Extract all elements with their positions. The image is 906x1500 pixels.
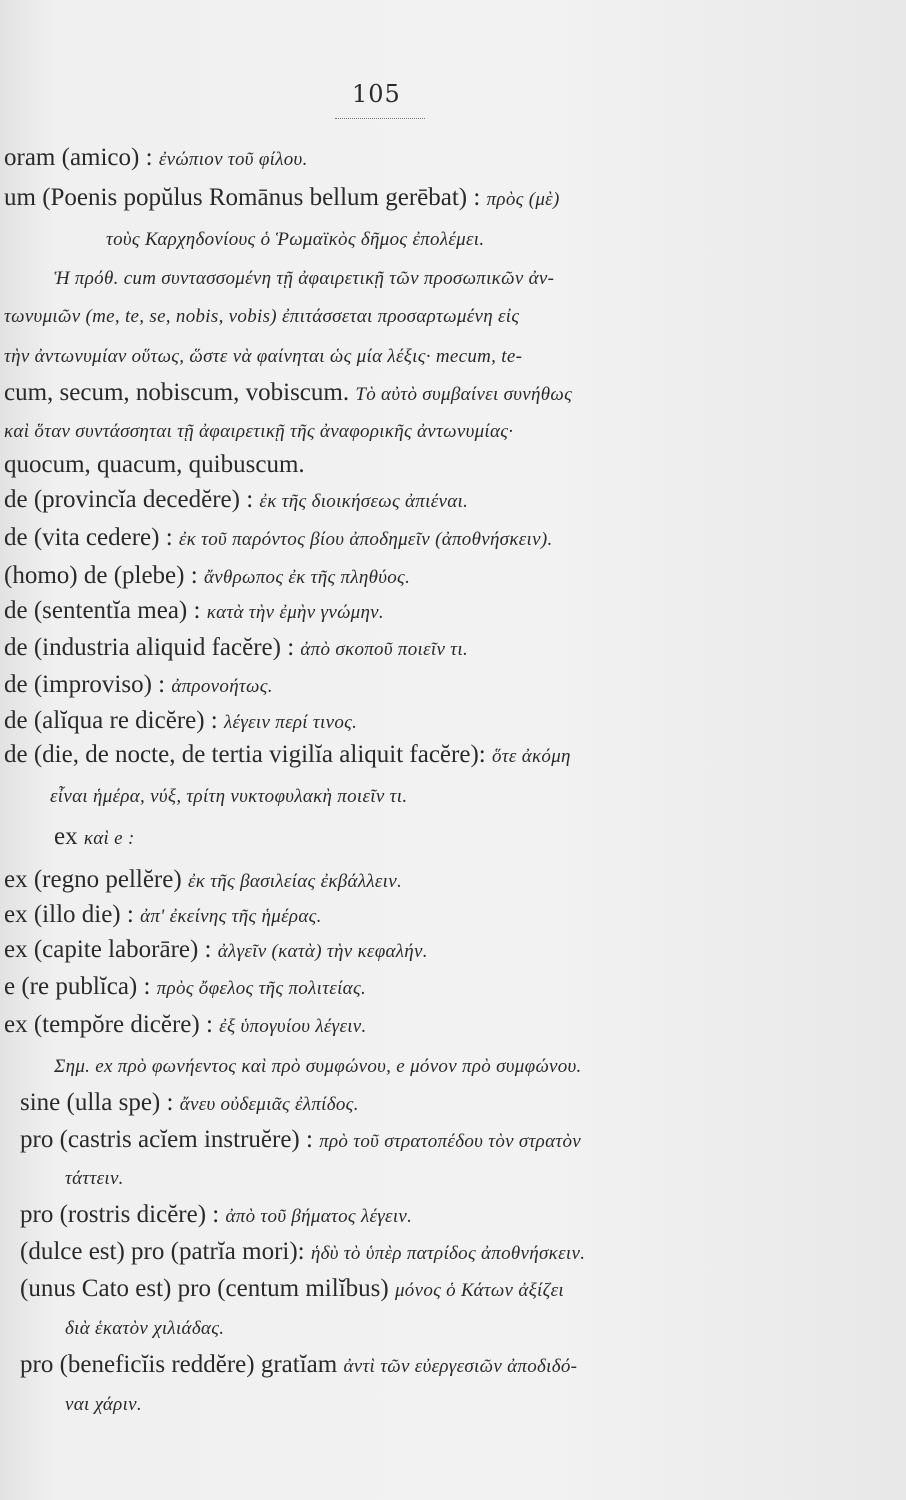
page-number: 105	[352, 80, 401, 108]
text-line: pro (beneficĭis reddĕre) gratĭam ἀντὶ τῶν εὐεργεσιῶν ἀποδιδό-	[20, 1351, 578, 1378]
text-line: pro (rostris dicĕre) : ἀπὸ τοῦ βήματος λέγειν.	[20, 1201, 413, 1228]
text-line: de (provincĭa decedĕre) : ἐκ τῆς διοικήσεως ἀπιέναι.	[4, 486, 469, 513]
text-line: τωνυμιῶν (me, te, se, nobis, vobis) ἐπιτάσσεται προσαρτωμένη εἰς	[4, 306, 520, 327]
text-line: τὴν ἀντωνυμίαν οὕτως, ὥστε νὰ φαίνηται ὡς μία λέξις· mecum, te-	[4, 346, 523, 367]
text-line: de (sententĭa mea) : κατὰ τὴν ἐμὴν γνώμην.	[4, 597, 384, 624]
text-line: Ἡ πρόθ. cum συντασσομένη τῇ ἀφαιρετικῇ τῶν προσωπικῶν ἀν-	[54, 268, 555, 289]
text-line: pro (castris acĭem instruĕre) : πρὸ τοῦ στρατοπέδου τὸν στρατὸν	[20, 1126, 581, 1153]
text-line: de (vita cedere) : ἐκ τοῦ παρόντος βίου ἀποδημεῖν (ἀποθνήσκειν).	[4, 524, 553, 551]
text-line: τοὺς Καρχηδονίους ὁ Ῥωμαϊκὸς δῆμος ἐπολέμει.	[106, 229, 485, 250]
text-line: ex (illo die) : ἀπ' ἐκείνης τῆς ἡμέρας.	[4, 901, 322, 928]
text-line: de (die, de nocte, de tertia vigilĭa aliquit facĕre): ὅτε ἀκόμη	[4, 741, 571, 768]
text-line: cum, secum, nobiscum, vobiscum. Τὸ αὐτὸ συμβαίνει συνήθως	[4, 379, 573, 406]
text-line: ex καὶ e :	[54, 823, 135, 850]
text-line: de (improviso) : ἀπρονοήτως.	[4, 671, 273, 698]
text-line: τάττειν.	[65, 1168, 124, 1189]
text-line: de (industria aliquid facĕre) : ἀπὸ σκοποῦ ποιεῖν τι.	[4, 634, 469, 661]
text-line: de (alĭqua re dicĕre) : λέγειν περί τινος.	[4, 707, 358, 734]
text-line: e (re publĭca) : πρὸς ὄφελος τῆς πολιτείας.	[4, 973, 366, 1000]
text-line: ex (tempŏre dicĕre) : ἐξ ὑπογυίου λέγειν.	[4, 1011, 367, 1038]
text-line: εἶναι ἡμέρα, νύξ, τρίτη νυκτοφυλακὴ ποιεῖν τι.	[50, 786, 408, 807]
text-line: oram (amico) : ἐνώπιον τοῦ φίλου.	[4, 144, 308, 171]
text-line: καὶ ὅταν συντάσσηται τῇ ἀφαιρετικῇ τῆς ἀναφορικῆς ἀντωνυμίας·	[4, 421, 514, 442]
header-rule	[335, 118, 425, 119]
text-line: um (Poenis popŭlus Romānus bellum gerēbat) : πρὸς (μὲ)	[4, 184, 560, 211]
text-line: (unus Cato est) pro (centum milĭbus) μόνος ὁ Κάτων ἀξίζει	[20, 1275, 564, 1302]
text-line: (dulce est) pro (patrĭa mori): ἡδὺ τὸ ὑπὲρ πατρίδος ἀποθνήσκειν.	[20, 1238, 586, 1265]
text-line: (homo) de (plebe) : ἄνθρωπος ἐκ τῆς πληθύος.	[4, 562, 411, 589]
text-line: ναι χάριν.	[65, 1394, 142, 1415]
text-line: ex (capite laborāre) : ἀλγεῖν (κατὰ) τὴν κεφαλήν.	[4, 936, 428, 963]
text-line: Σημ. ex πρὸ φωνήεντος καὶ πρὸ συμφώνου, e μόνον πρὸ συμφώνου.	[54, 1056, 582, 1077]
text-line: διὰ ἑκατὸν χιλιάδας.	[65, 1318, 225, 1339]
text-line: quocum, quacum, quibuscum.	[4, 451, 305, 478]
text-line: ex (regno pellĕre) ἐκ τῆς βασιλείας ἐκβάλλειν.	[4, 866, 403, 893]
text-line: sine (ulla spe) : ἄνευ οὐδεμιᾶς ἐλπίδος.	[20, 1089, 359, 1116]
